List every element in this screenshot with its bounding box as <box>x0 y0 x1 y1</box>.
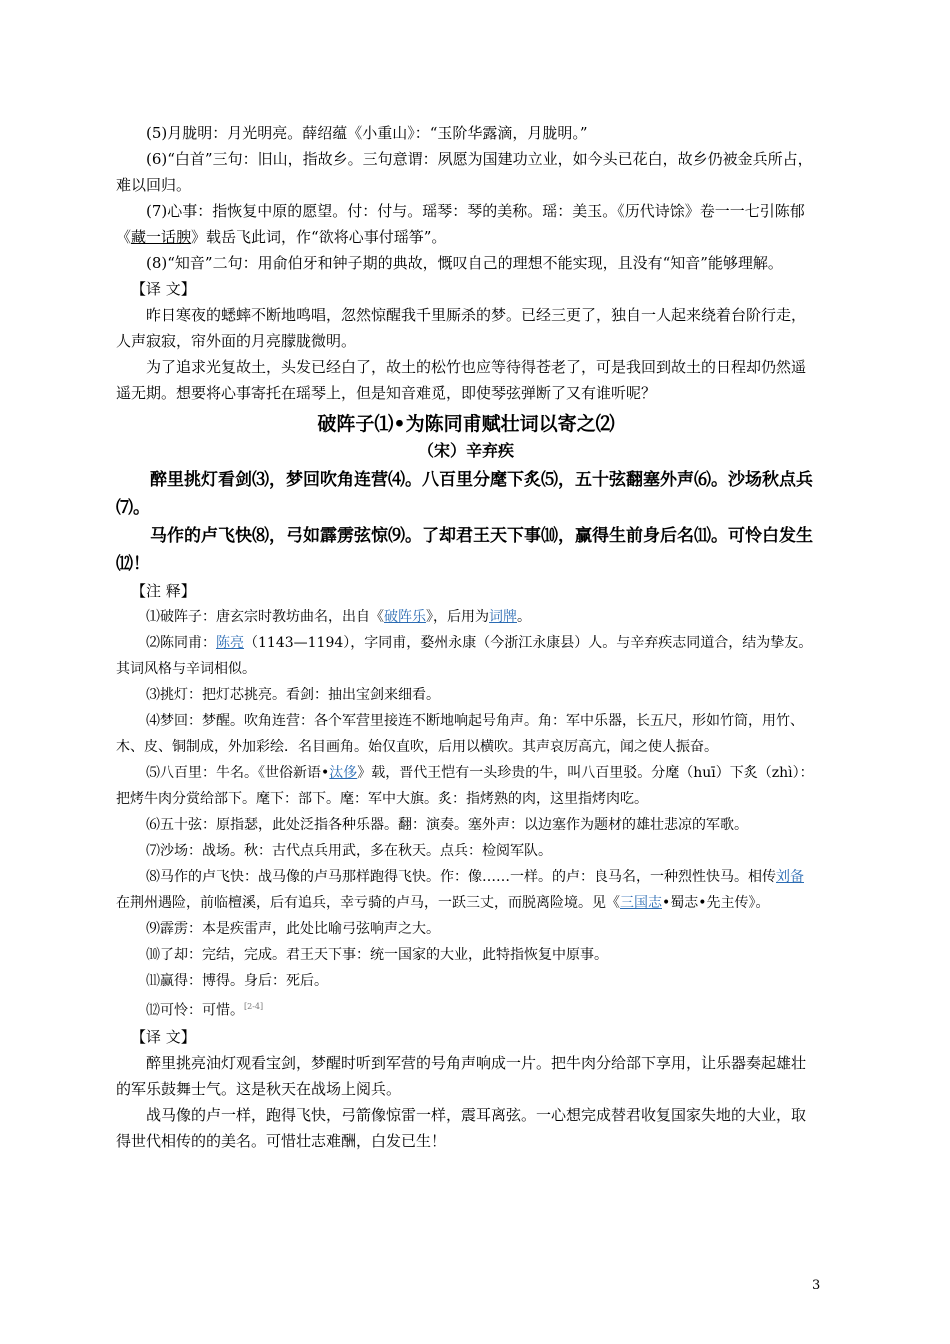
annotation-12 <box>116 994 816 1024</box>
annotation-8-text-mid: 在荆州遇险，前临檀溪，后有追兵，幸亏骑的卢马，一跃三丈，而脱离险境。见《 <box>116 895 620 911</box>
link-liu-bei[interactable]: 刘备 <box>776 869 804 885</box>
translation2-paragraph-1: 醉里挑亮油灯观看宝剑，梦醒时听到军营的号角声响成一片。把牛肉分给部下享用，让乐器奏起雄壮的军乐鼓舞士气。这是秋天在战场上阅兵。 <box>116 1053 807 1098</box>
notes-heading: 【注 释】 <box>131 582 196 600</box>
note-7-text-end: 》载岳飞此词，作“欲将心事付瑶筝”。 <box>191 228 447 246</box>
poem-line-1: 醉里挑灯看剑⑶，梦回吹角连营⑷。八百里分麾下炙⑸，五十弦翻塞外声⑹。沙场秋点兵⑺。 <box>116 470 813 518</box>
translation-paragraph-1: 昨日寒夜的蟋蟀不断地鸣唱，忽然惊醒我千里厮杀的梦。已经三更了，独自一人起来绕着台阶行走，人声寂寂，帘外面的月亮朦胧微明。 <box>116 306 807 350</box>
annotation-8-text: ⑻马作的卢飞快：战马像的卢马那样跑得飞快。作：像……一样。的卢：良马名，一种烈性快马。相传 <box>146 869 776 885</box>
link-chen-liang[interactable]: 陈亮 <box>216 635 244 651</box>
poem-title: 破阵子⑴•为陈同甫赋壮词以寄之⑵ <box>317 413 615 435</box>
annotation-1-text: ⑴破阵子：唐玄宗时教坊曲名，出自《 <box>146 609 384 625</box>
note-7-underlined: 藏一话腴 <box>131 228 192 246</box>
translation-paragraph-2: 为了追求光复故土，头发已经白了，故土的松竹也应等待得苍老了，可是我回到故土的日程却仍然遥遥无期。想要将心事寄托在瑶琴上，但是知音难觅，即使琴弦弹断了又有谁听呢？ <box>116 358 807 402</box>
citation-superscript[interactable]: [2-4] <box>244 1002 264 1011</box>
annotation-1-text-mid: 》，后用为 <box>426 609 489 625</box>
link-po-zhen-yue[interactable]: 破阵乐 <box>384 609 426 625</box>
annotation-12-text: ⑿可怜：可惜。 <box>146 1002 244 1019</box>
link-tai-chi[interactable]: 汰侈 <box>329 765 358 781</box>
annotation-5-text: ⑸八百里：牛名。《世俗新语• <box>146 765 330 781</box>
annotation-9: ⑼霹雳：本是疾雷声，此处比喻弓弦响声之大。 <box>146 921 440 937</box>
annotation-8 <box>116 864 816 916</box>
poem-line-2: 马作的卢飞快⑻，弓如霹雳弦惊⑼。了却君王天下事⑽，赢得生前身后名⑾。可怜白发生⑿！ <box>116 526 813 574</box>
annotation-2 <box>116 630 816 682</box>
annotation-1 <box>116 604 816 630</box>
annotation-5-text-end: 》载，晋代王恺有一头珍贵的牛，叫八百里驳。分麾（huī）下炙（zhì）：把烤牛肉分赏给部下。麾下：部下。麾：军中大旗。炙：指烤熟的肉，这里指烤肉吃。 <box>116 765 814 807</box>
link-san-guo-zhi[interactable]: 三国志 <box>620 895 662 911</box>
translation-heading: 【译 文】 <box>131 280 196 298</box>
translation2-paragraph-2: 战马像的卢一样，跑得飞快，弓箭像惊雷一样，震耳离弦。一心想完成替君收复国家失地的大业，取得世代相传的的美名。可惜壮志难酬，白发已生！ <box>116 1105 807 1150</box>
annotation-2-text-end: （1143—1194），字同甫，婺州永康（今浙江永康县）人。与辛弃疾志同道合，结为挚友。其词风格与辛词相似。 <box>116 635 813 677</box>
annotation-2-text: ⑵陈同甫： <box>146 635 216 651</box>
translation-heading-2: 【译 文】 <box>131 1027 196 1046</box>
annotation-4: ⑷梦回：梦醒。吹角连营：各个军营里接连不断地响起号角声。角：军中乐器，长五尺，形如竹筒，用竹、木、皮、铜制成，外加彩绘．名目画角。始仅直吹，后用以横吹。其声哀厉高亢，闻之使人振奋。 <box>116 713 804 755</box>
note-7 <box>116 198 816 250</box>
note-8: (8)“知音”二句：用俞伯牙和钟子期的典故，慨叹自己的理想不能实现，且没有“知音”能够理解。 <box>146 254 783 272</box>
annotation-10: ⑽了却：完结，完成。君王天下事：统一国家的大业，此特指恢复中原事。 <box>146 947 608 963</box>
link-ci-pai[interactable]: 词牌 <box>489 609 517 625</box>
note-5: (5)月胧明：月光明亮。薛绍蕴《小重山》：“玉阶华露滴，月胧明。” <box>146 124 588 142</box>
page-number: 3 <box>812 1278 821 1293</box>
annotation-1-text-end: 。 <box>517 609 531 625</box>
note-6: (6)“白首”三句：旧山，指故乡。三句意谓：夙愿为国建功立业，如今头已花白，故乡仍被金兵所占，难以回归。 <box>116 150 813 194</box>
poem-author: （宋）辛弃疾 <box>417 441 514 460</box>
annotation-11: ⑾赢得：博得。身后：死后。 <box>146 973 328 989</box>
document-page <box>116 120 816 1154</box>
note-7-text: (7)心事：指恢复中原的愿望。付：付与。瑶琴：琴的美称。瑶：美玉。《历代诗馀》卷一一七引陈郁《 <box>116 202 805 246</box>
annotation-6: ⑹五十弦：原指瑟，此处泛指各种乐器。翻：演奏。塞外声：以边塞作为题材的雄壮悲凉的军歌。 <box>146 817 748 833</box>
annotation-5 <box>116 760 816 812</box>
annotation-7: ⑺沙场：战场。秋：古代点兵用武，多在秋天。点兵：检阅军队。 <box>146 843 552 859</box>
annotation-3: ⑶挑灯：把灯芯挑亮。看剑：抽出宝剑来细看。 <box>146 687 440 703</box>
annotation-8-text-end: •蜀志•先主传》。 <box>662 895 770 911</box>
